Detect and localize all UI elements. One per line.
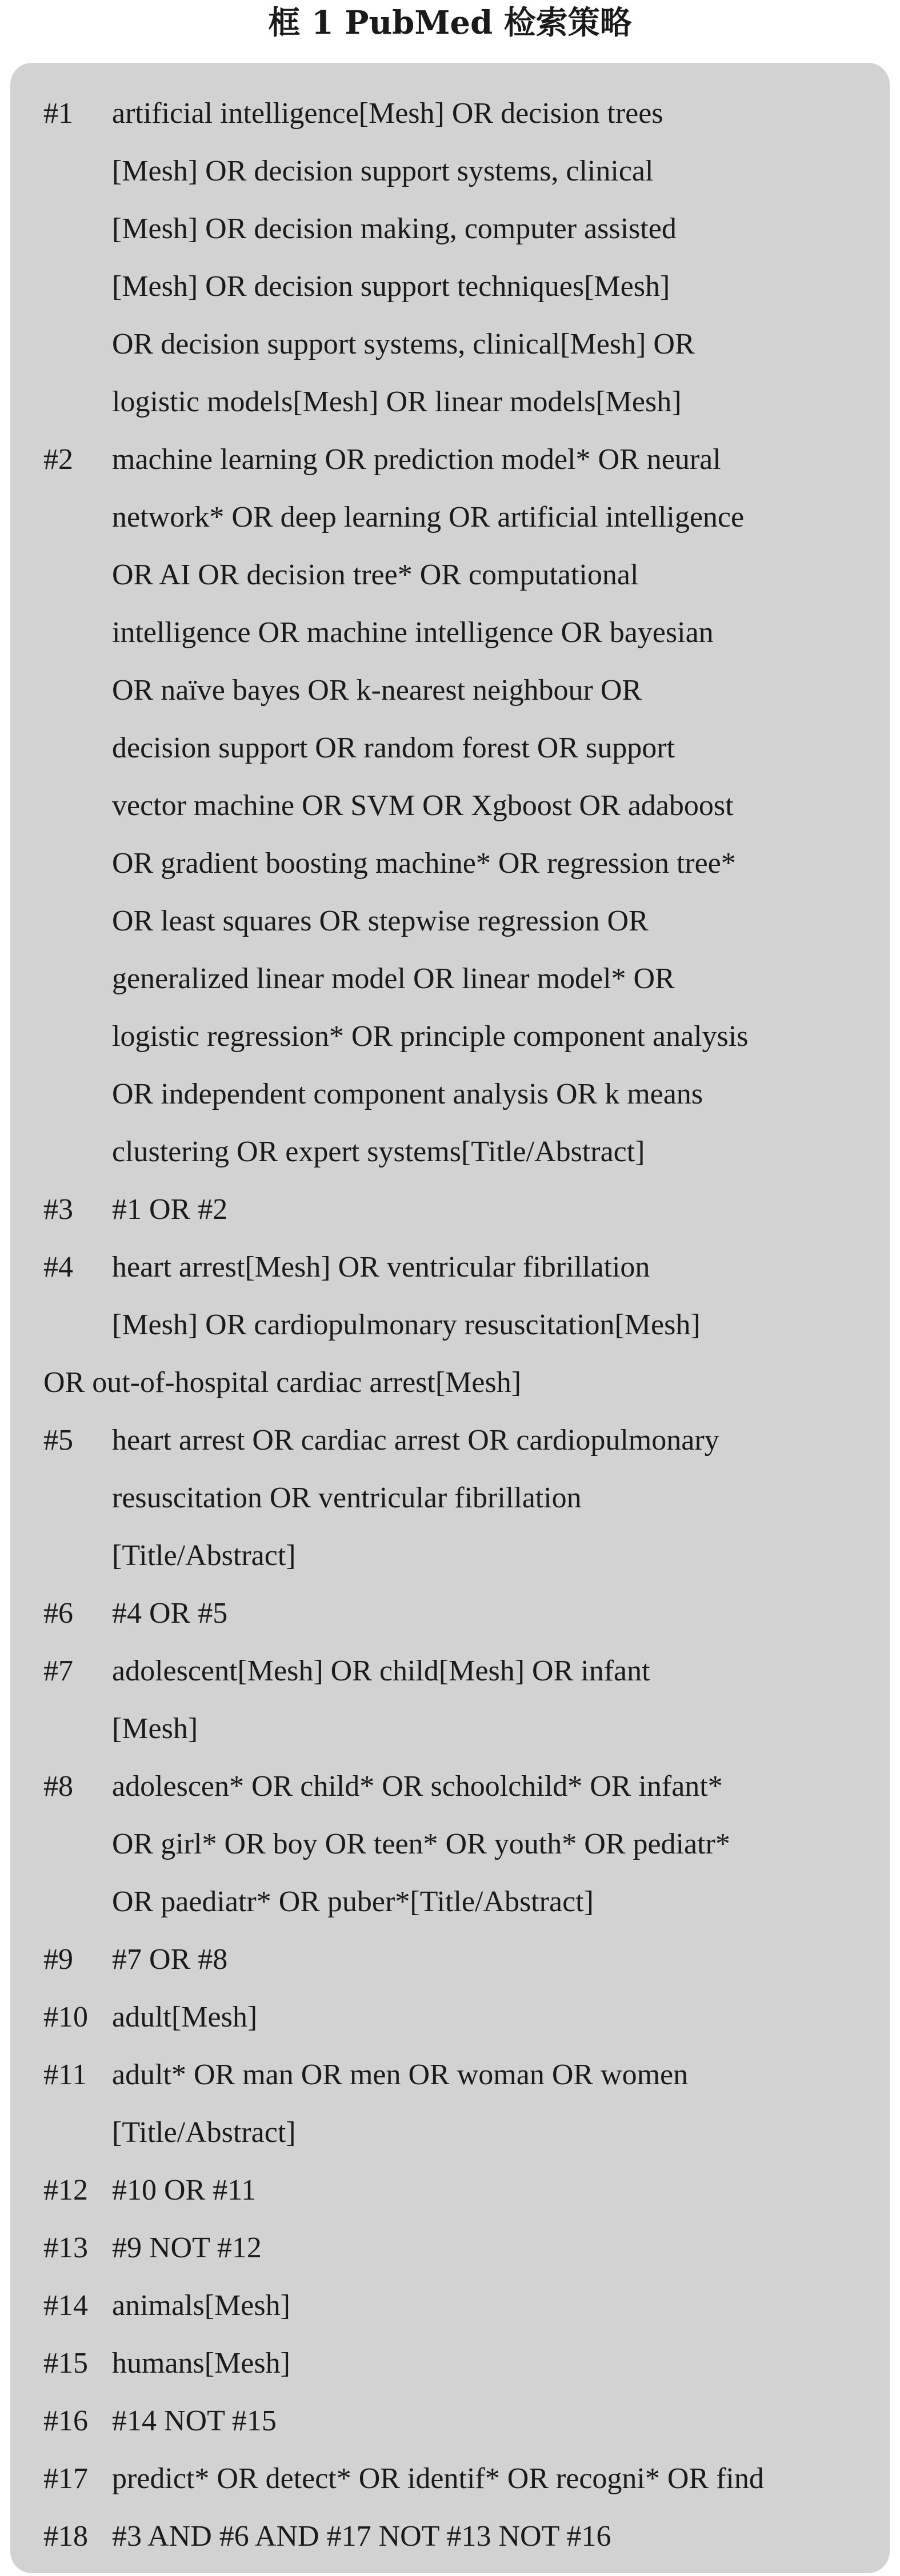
strategy-line: generalized linear model OR linear model* OR: [112, 962, 675, 995]
strategy-row: [43, 431, 878, 1181]
strategy-row: [43, 2507, 878, 2565]
strategy-row: [43, 1411, 878, 1584]
strategy-line: decision support OR random forest OR support: [112, 732, 675, 764]
strategy-line: machine learning OR prediction model* OR neural: [112, 443, 721, 476]
strategy-line: network* OR deep learning OR artificial intelligence: [112, 501, 745, 533]
strategy-row: [43, 1181, 878, 1238]
strategy-row-number: #4: [43, 1251, 73, 1283]
strategy-row-number: #2: [43, 443, 73, 476]
strategy-line: #14 NOT #15: [112, 2405, 277, 2437]
strategy-line: heart arrest OR cardiac arrest OR cardiopulmonary: [112, 1424, 719, 1456]
strategy-row: [43, 2046, 878, 2161]
strategy-row-number: #1: [43, 97, 73, 130]
strategy-row: [43, 1758, 878, 1931]
strategy-row-number: #17: [43, 2462, 88, 2495]
strategy-line: OR decision support systems, clinical[Mesh] OR: [112, 328, 695, 360]
strategy-line: vector machine OR SVM OR Xgboost OR adaboost: [112, 789, 734, 822]
strategy-row-number: #7: [43, 1655, 73, 1687]
strategy-line: [Mesh] OR decision support systems, clinical: [112, 155, 654, 187]
strategy-line: [Mesh] OR decision making, computer assisted: [112, 212, 677, 245]
strategy-line: #3 AND #6 AND #17 NOT #13 NOT #16: [112, 2520, 611, 2553]
strategy-line: [Title/Abstract]: [112, 2116, 296, 2149]
search-strategy-list: [43, 85, 878, 2565]
strategy-line: adult* OR man OR men OR woman OR women: [112, 2059, 689, 2091]
strategy-row: [43, 2219, 878, 2277]
strategy-row: [43, 1988, 878, 2046]
page-title: 框 1 PubMed 检索策略: [268, 4, 632, 42]
strategy-line: #1 OR #2: [112, 1193, 228, 1226]
strategy-line: #4 OR #5: [112, 1597, 228, 1630]
strategy-row-number: #13: [43, 2232, 88, 2264]
strategy-line: OR naïve bayes OR k-nearest neighbour OR: [112, 674, 642, 707]
strategy-row-number: #15: [43, 2347, 88, 2380]
strategy-line: heart arrest[Mesh] OR ventricular fibrillation: [112, 1251, 650, 1283]
strategy-line: adolescen* OR child* OR schoolchild* OR infant*: [112, 1770, 723, 1803]
strategy-row: [43, 1584, 878, 1642]
strategy-line: artificial intelligence[Mesh] OR decision trees: [112, 97, 663, 130]
strategy-line: adult[Mesh]: [112, 2001, 258, 2033]
strategy-row-number: #11: [43, 2059, 87, 2091]
strategy-row-number: #18: [43, 2520, 88, 2553]
strategy-line: clustering OR expert systems[Title/Abstract]: [112, 1135, 645, 1168]
strategy-row: [43, 1931, 878, 1988]
strategy-line: animals[Mesh]: [112, 2289, 290, 2322]
strategy-row-number: #9: [43, 1943, 73, 1976]
strategy-row-number: #10: [43, 2001, 88, 2033]
strategy-line: #7 OR #8: [112, 1943, 228, 1976]
strategy-line: [Mesh]: [112, 1712, 198, 1745]
strategy-row: [43, 2161, 878, 2219]
strategy-row-number: #3: [43, 1193, 73, 1226]
strategy-row-number: #12: [43, 2174, 88, 2206]
strategy-row: [43, 85, 878, 431]
strategy-row-number: #14: [43, 2289, 88, 2322]
strategy-line: adolescent[Mesh] OR child[Mesh] OR infant: [112, 1655, 650, 1687]
strategy-line: [Mesh] OR cardiopulmonary resuscitation[Mesh]: [112, 1309, 701, 1341]
strategy-line: OR least squares OR stepwise regression OR: [112, 905, 649, 937]
strategy-row-number: #5: [43, 1424, 73, 1456]
strategy-line: OR independent component analysis OR k means: [112, 1078, 703, 1110]
strategy-row: [43, 2392, 878, 2450]
search-strategy-box: [10, 63, 890, 2573]
strategy-line: [Title/Abstract]: [112, 1539, 296, 1572]
strategy-row-number: #16: [43, 2405, 88, 2437]
strategy-line: OR girl* OR boy OR teen* OR youth* OR pediatr*: [112, 1828, 730, 1860]
strategy-row: [43, 2277, 878, 2334]
strategy-line: [Mesh] OR decision support techniques[Mesh]: [112, 270, 670, 303]
strategy-line: logistic regression* OR principle component analysis: [112, 1020, 749, 1053]
strategy-row-number: #6: [43, 1597, 73, 1630]
strategy-line: #9 NOT #12: [112, 2232, 262, 2264]
strategy-line: OR AI OR decision tree* OR computational: [112, 559, 639, 591]
strategy-line: #10 OR #11: [112, 2174, 257, 2206]
strategy-line: intelligence OR machine intelligence OR bayesian: [112, 616, 714, 649]
strategy-line: logistic models[Mesh] OR linear models[Mesh]: [112, 386, 682, 418]
strategy-row: [43, 1238, 878, 1411]
strategy-row-number: #8: [43, 1770, 73, 1803]
strategy-line: predict* OR detect* OR identif* OR recogni* OR find: [112, 2462, 764, 2495]
strategy-row: [43, 2334, 878, 2392]
strategy-line: resuscitation OR ventricular fibrillation: [112, 1482, 582, 1514]
strategy-row: [43, 2450, 878, 2507]
strategy-line: humans[Mesh]: [112, 2347, 290, 2380]
strategy-line: OR out-of-hospital cardiac arrest[Mesh]: [43, 1366, 522, 1399]
strategy-line: OR paediatr* OR puber*[Title/Abstract]: [112, 1885, 594, 1918]
strategy-line: OR gradient boosting machine* OR regression tree*: [112, 847, 736, 880]
strategy-row: [43, 1642, 878, 1758]
